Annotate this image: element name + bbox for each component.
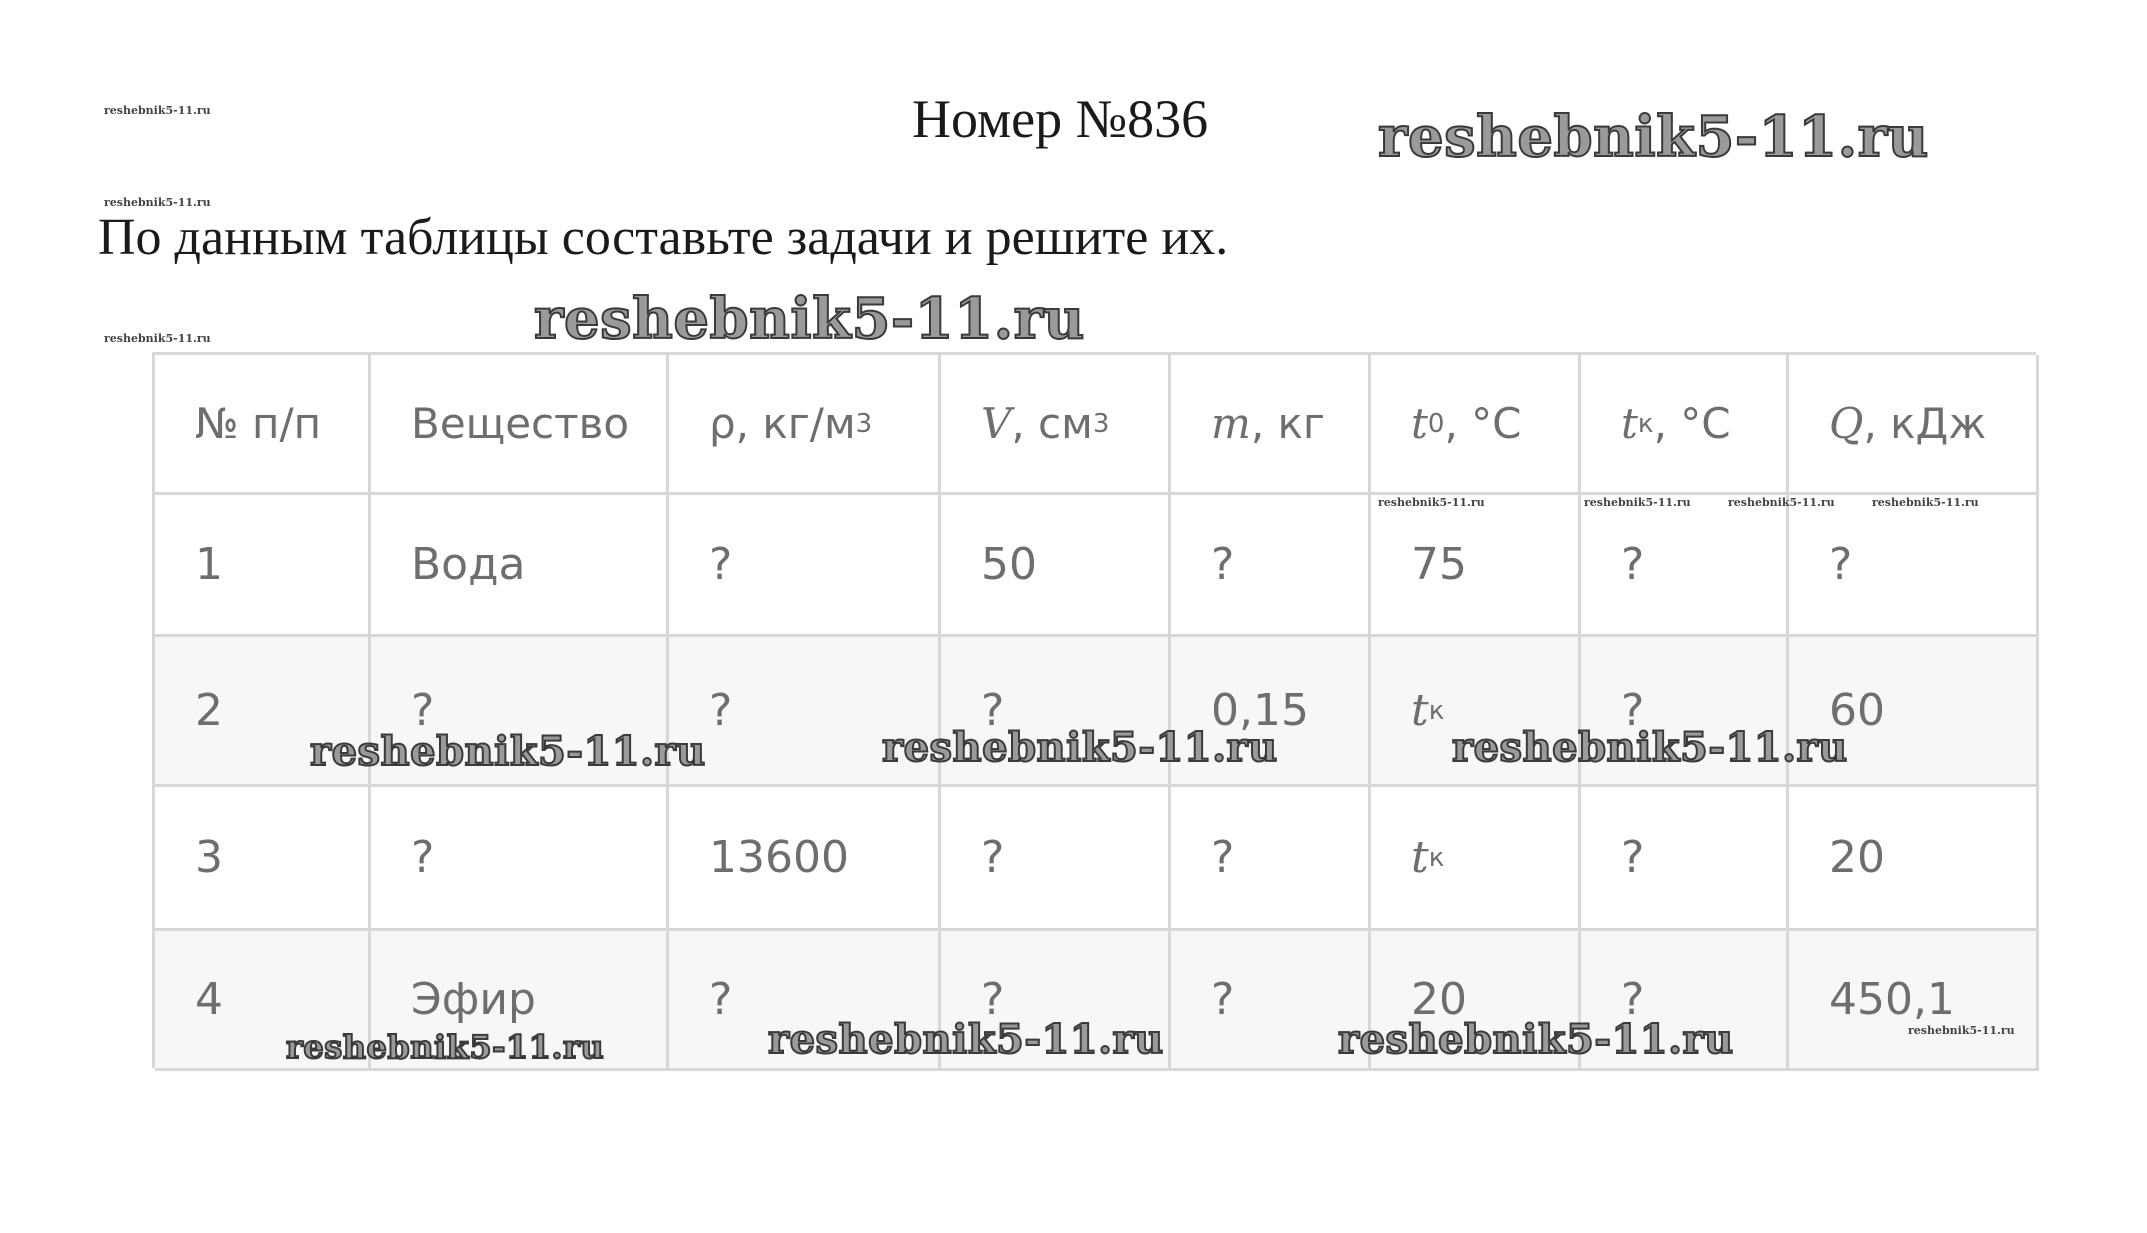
watermark: reshebnik5-11.ru [310,728,706,775]
page-title: Номер №836 [912,89,1209,149]
table-cell: 60 [1789,637,2039,787]
watermark: reshebnik5-11.ru [882,724,1278,771]
table-cell: ? [1171,931,1371,1071]
table-cell: ? [1581,931,1789,1071]
watermark: reshebnik5-11.ru [1908,1024,2015,1037]
table-cell: ? [1171,495,1371,637]
table-cell: ? [371,637,669,787]
table-cell: t к [1371,637,1581,787]
task-text: По данным таблицы составьте задачи и решите их. [98,209,1229,266]
watermark: reshebnik5-11.ru [104,104,211,117]
watermark: reshebnik5-11.ru [534,286,1085,352]
watermark: reshebnik5-11.ru [1584,496,1691,509]
header-substance: Вещество [371,355,669,495]
watermark: reshebnik5-11.ru [1338,1016,1734,1063]
header-density: ρ , кг/м 3 [669,355,941,495]
table-cell: t к [1371,787,1581,931]
table-cell: ? [1789,495,2039,637]
table-cell: ? [1581,495,1789,637]
table-cell: 2 [155,637,371,787]
table-cell: 0,15 [1171,637,1371,787]
watermark: reshebnik5-11.ru [1378,104,1929,170]
header-mass: m , кг [1171,355,1371,495]
watermark: reshebnik5-11.ru [104,332,211,345]
table-cell: ? [1171,787,1371,931]
watermark: reshebnik5-11.ru [1452,724,1848,771]
table-cell: 50 [941,495,1171,637]
table-cell: 450,1 [1789,931,2039,1071]
watermark: reshebnik5-11.ru [1872,496,1979,509]
table-cell: ? [1581,637,1789,787]
table-cell: 75 [1371,495,1581,637]
watermark: reshebnik5-11.ru [104,196,211,209]
table-cell: ? [941,637,1171,787]
watermark: reshebnik5-11.ru [768,1016,1164,1063]
table-cell: ? [669,637,941,787]
table-cell: ? [371,787,669,931]
header-number: № п/п [155,355,371,495]
table-cell: Вода [371,495,669,637]
table-cell: 20 [1789,787,2039,931]
table-cell: 20 [1371,931,1581,1071]
data-table [152,352,2036,1068]
header-initial-temp: t 0 , °C [1371,355,1581,495]
table-cell: 4 [155,931,371,1071]
watermark: reshebnik5-11.ru [1728,496,1835,509]
table-cell: Эфир [371,931,669,1071]
table-cell: ? [941,787,1171,931]
watermark: reshebnik5-11.ru [286,1028,605,1066]
table-cell: ? [669,931,941,1071]
watermark: reshebnik5-11.ru [1378,496,1485,509]
table-cell: ? [941,931,1171,1071]
table-cell: ? [1581,787,1789,931]
table-cell: 1 [155,495,371,637]
table-cell: 3 [155,787,371,931]
header-final-temp: t к , °C [1581,355,1789,495]
header-heat: Q , кДж [1789,355,2039,495]
table-cell: ? [669,495,941,637]
header-volume: V , см 3 [941,355,1171,495]
table-cell: 13600 [669,787,941,931]
